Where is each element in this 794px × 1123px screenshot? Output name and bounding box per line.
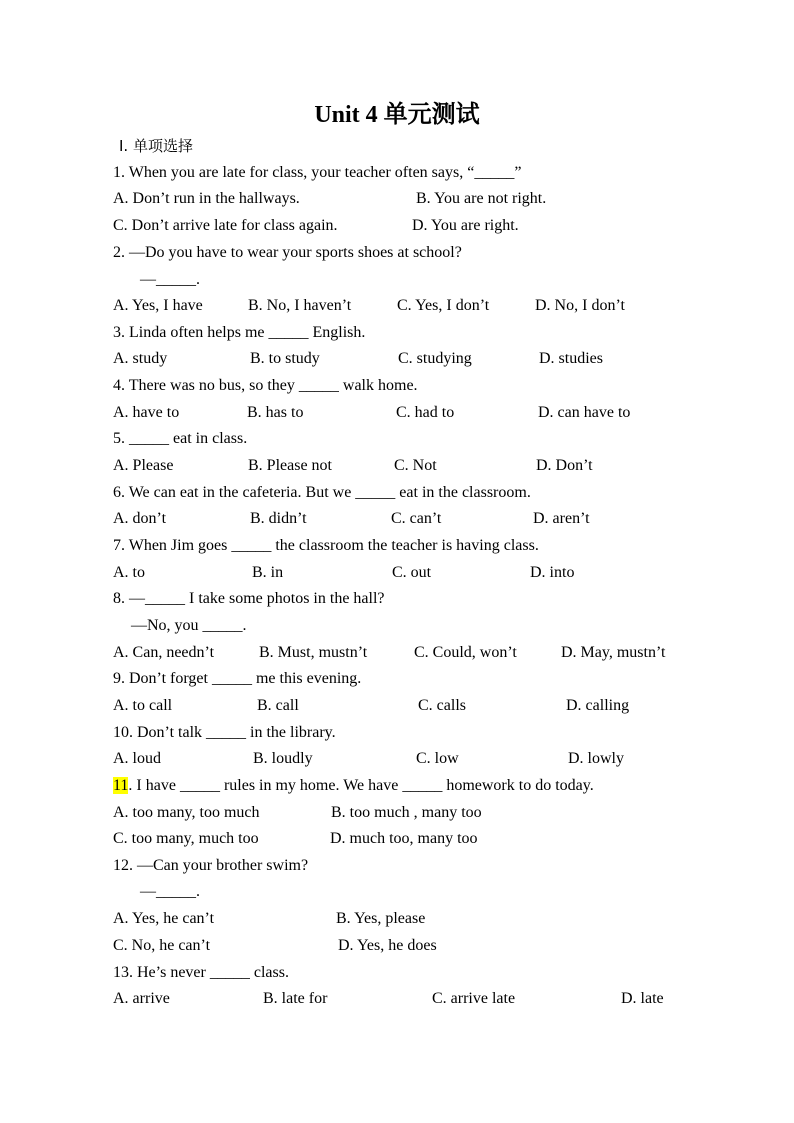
q2-option-b: B. No, I haven’t xyxy=(248,297,352,314)
question-5: 5. _____ eat in class. xyxy=(113,430,248,447)
q5-option-a: A. Please xyxy=(113,457,174,474)
q9-option-a: A. to call xyxy=(113,697,173,714)
q10-option-a: A. loud xyxy=(113,750,161,767)
question-11-text: . I have _____ rules in my home. We have _____ homework to do today. xyxy=(128,777,594,794)
q9-option-d: D. calling xyxy=(566,697,630,714)
question-6: 6. We can eat in the cafeteria. But we _____ eat in the classroom. xyxy=(113,484,531,501)
q12-option-c: C. No, he can’t xyxy=(113,937,211,954)
q12-option-d: D. Yes, he does xyxy=(338,937,437,954)
question-12: 12. —Can your brother swim? xyxy=(113,857,309,874)
q1-option-a: A. Don’t run in the hallways. xyxy=(113,190,300,207)
q13-option-c: C. arrive late xyxy=(432,990,516,1007)
q12-reply: —_____. xyxy=(140,883,200,900)
highlighted-question-number: 11 xyxy=(113,777,129,794)
q5-option-c: C. Not xyxy=(394,457,437,474)
q8-option-b: B. Must, mustn’t xyxy=(259,644,368,661)
q10-option-b: B. loudly xyxy=(253,750,313,767)
q12-option-a: A. Yes, he can’t xyxy=(113,910,215,927)
q1-option-c: C. Don’t arrive late for class again. xyxy=(113,217,338,234)
question-3: 3. Linda often helps me _____ English. xyxy=(113,324,366,341)
q10-option-d: D. lowly xyxy=(568,750,624,767)
q6-option-b: B. didn’t xyxy=(250,510,307,527)
q1-option-b: B. You are not right. xyxy=(416,190,547,207)
q13-option-d: D. late xyxy=(621,990,664,1007)
q4-option-b: B. has to xyxy=(247,404,304,421)
q6-option-d: D. aren’t xyxy=(533,510,590,527)
q3-option-a: A. study xyxy=(113,350,168,367)
q8-option-c: C. Could, won’t xyxy=(414,644,517,661)
q9-option-b: B. call xyxy=(257,697,299,714)
q2-reply: —_____. xyxy=(140,271,200,288)
q7-option-a: A. to xyxy=(113,564,145,581)
q11-option-a: A. too many, too much xyxy=(113,804,260,821)
q6-option-c: C. can’t xyxy=(391,510,442,527)
question-9: 9. Don’t forget _____ me this evening. xyxy=(113,670,362,687)
question-1: 1. When you are late for class, your teacher often says, “_____” xyxy=(113,164,522,181)
question-13: 13. He’s never _____ class. xyxy=(113,964,289,981)
q13-option-b: B. late for xyxy=(263,990,328,1007)
q2-option-d: D. No, I don’t xyxy=(535,297,625,314)
q11-option-c: C. too many, much too xyxy=(113,830,259,847)
q3-option-c: C. studying xyxy=(398,350,472,367)
q4-option-c: C. had to xyxy=(396,404,455,421)
question-4: 4. There was no bus, so they _____ walk home. xyxy=(113,377,418,394)
q2-option-c: C. Yes, I don’t xyxy=(397,297,490,314)
q9-option-c: C. calls xyxy=(418,697,466,714)
section-heading: Ⅰ. 单项选择 xyxy=(119,137,193,155)
q3-option-b: B. to study xyxy=(250,350,320,367)
q6-option-a: A. don’t xyxy=(113,510,167,527)
q1-option-d: D. You are right. xyxy=(412,217,519,234)
question-8: 8. —_____ I take some photos in the hall? xyxy=(113,590,385,607)
q4-option-d: D. can have to xyxy=(538,404,631,421)
q5-option-b: B. Please not xyxy=(248,457,332,474)
q12-option-b: B. Yes, please xyxy=(336,910,426,927)
q7-option-b: B. in xyxy=(252,564,284,581)
q11-option-d: D. much too, many too xyxy=(330,830,478,847)
q8-option-a: A. Can, needn’t xyxy=(113,644,215,661)
question-2: 2. —Do you have to wear your sports shoes at school? xyxy=(113,244,462,261)
q10-option-c: C. low xyxy=(416,750,459,767)
question-11 xyxy=(113,776,594,796)
q8-reply: —No, you _____. xyxy=(131,617,247,634)
q11-option-b: B. too much , many too xyxy=(331,804,482,821)
q13-option-a: A. arrive xyxy=(113,990,170,1007)
q8-option-d: D. May, mustn’t xyxy=(561,644,666,661)
q3-option-d: D. studies xyxy=(539,350,603,367)
question-7: 7. When Jim goes _____ the classroom the teacher is having class. xyxy=(113,537,539,554)
q2-option-a: A. Yes, I have xyxy=(113,297,203,314)
q5-option-d: D. Don’t xyxy=(536,457,593,474)
question-10: 10. Don’t talk _____ in the library. xyxy=(113,724,336,741)
q7-option-c: C. out xyxy=(392,564,432,581)
q7-option-d: D. into xyxy=(530,564,575,581)
page-title: Unit 4 单元测试 xyxy=(314,102,480,128)
q4-option-a: A. have to xyxy=(113,404,180,421)
